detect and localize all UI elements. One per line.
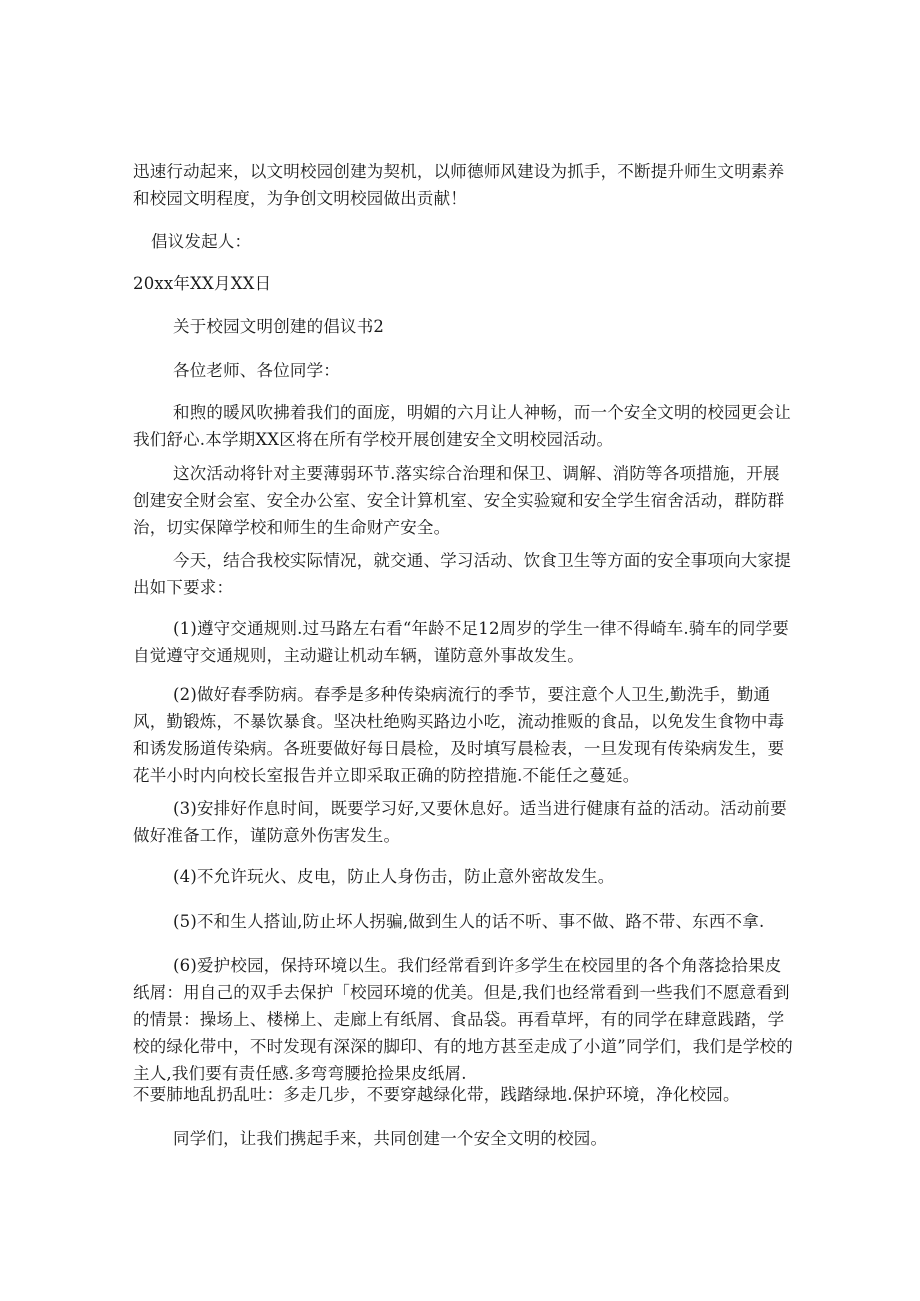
list-item-disease: (2)做好春季防病。春季是多种传染病流行的季节，要注意个人卫生,勤洗手，勤通风，勤锻炼，不暴饮暴食。坚决杜绝购买路边小吃，流动推贩的食品，以免发生食物中毒和诱发肠道传染病。各班要做好每日晨检，及时填写晨检表，一旦发现有传染病发生，要花半小时内向校长室报告并立即采取正确的防控措施.不能任之蔓延。 [133,685,785,785]
paragraph-closing-appeal: 迅速行动起来，以文明校园创建为契机，以师德师风建设为抓手，不断提升师生文明素养和校园文明程度，为争创文明校园做出贡献！ [133,162,785,208]
paragraph-salutation: 各位老师、各位同学： [173,361,340,380]
paragraph-final-appeal: 同学们，让我们携起手来，共同创建一个安全文明的校园。 [173,1129,608,1148]
paragraph-intro: 和煦的暖风吹拂着我们的面庞，明媚的六月让人神畅，而一个安全文明的校园更会让我们舒心.本学期XX区将在所有学校开展创建安全文明校园活动。 [133,403,791,449]
list-item-campus: (6)爱护校园，保持环境以生。我们经常看到许多学生在校园里的各个角落捻拾果皮纸屑：用自己的双手去保护「校园环境的优美。但是,我们也经常看到一些我们不愿意看到的情景：操场上、楼梯上、走廊上有纸屑、食品袋。再看草坪，有的同学在肆意践踏，学校的绿化带中，不时发现有深深的脚印、有的地方甚至走成了小道”同学们，我们是学校的主人,我们要有责任感.多弯弯腰抢捡果皮纸屑. [133,956,793,1083]
list-item-strangers: (5)不和生人搭讪,防止坏人拐骗,做到生人的话不听、事不做、路不带、东西不拿. [173,912,765,931]
document-title: 关于校园文明创建的倡议书2 [173,317,385,336]
list-item-fire: (4)不允许玩火、皮电，防止人身伤击，防止意外密故发生。 [173,867,615,886]
paragraph-activity: 这次活动将针对主要薄弱环节.落实综合治理和保卫、调解、消防等各项措施，开展创建安全财会室、安全办公室、安全计算机室、安全实验窥和安全学生宿舍活动，群防群治，切实保障学校和师生的生命财产安全。 [133,464,785,537]
list-item-schedule: (3)安排好作息时间，既要学习好,又要休息好。适当进行健康有益的活动。活动前要做好准备工作，谨防意外伤害发生。 [133,799,787,845]
list-item-traffic: (1)遵守交通规则.过马路左右看“年龄不足12周岁的学生一律不得崎车.骑车的同学要自觉遵守交通规则，主动避让机动车辆，谨防意外事故发生。 [133,619,789,665]
paragraph-no-littering: 不要肺地乱扔乱吐：多走几步，不要穿越绿化带，践踏绿地.保护环境，净化校园。 [133,1085,740,1104]
paragraph-initiator: 倡议发起人： [151,232,252,251]
paragraph-requirements-intro: 今天，结合我校实际情况，就交通、学习活动、饮食卫生等方面的安全事项向大家提出如下要求： [133,551,791,597]
paragraph-date: 20xx年XX月XX日 [133,274,272,293]
